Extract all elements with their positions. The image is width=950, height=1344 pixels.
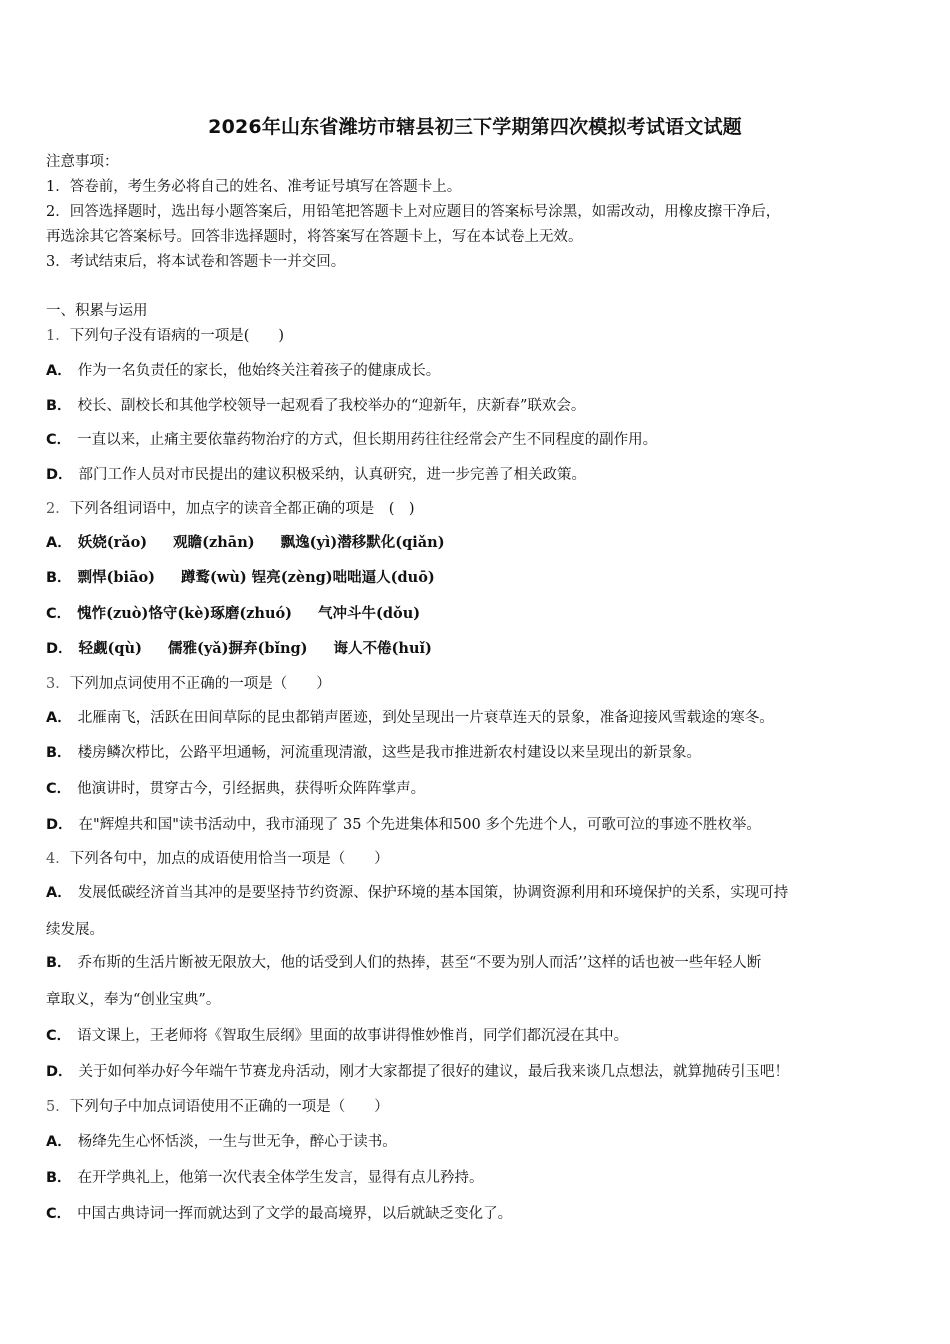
option-letter: B． — [46, 1170, 72, 1186]
option-text: 北雁南飞，活跃在田间草际的昆虫都销声匿迹，到处呈现出一片衰草连天的景象，准备迎接风雪载途的寒冬。 — [77, 710, 774, 726]
option-letter: A． — [46, 885, 72, 901]
question-4-stem — [46, 849, 906, 869]
option-text: 语文课上，王老师将《智取生辰纲》里面的故事讲得惟妙惟肖，同学们都沉浸在其中。 — [77, 1028, 629, 1044]
option-letter: C． — [46, 1028, 72, 1044]
option-text: 乔布斯的生活片断被无限放大，他的话受到人们的热捧，甚至“不要为别人而活’’这样的话也被一些年轻人断 — [77, 955, 762, 971]
option-letter: C． — [46, 1206, 72, 1222]
question-3-option-a[interactable] — [46, 708, 906, 728]
option-text: 一直以来，止痛主要依靠药物治疗的方式，但长期用药往往经常会产生不同程度的副作用。 — [77, 432, 658, 448]
word-group: 蹲鹜(wù) 锃亮(zèng)咄咄逼人(duō) — [181, 569, 435, 586]
question-number: 2． — [46, 501, 70, 517]
word-group: 轻觑(qù) — [78, 640, 142, 657]
option-letter: B． — [46, 398, 72, 414]
question-1-option-b[interactable] — [46, 396, 906, 416]
option-letter: D． — [46, 467, 73, 483]
word-group: 剽悍(biāo) — [77, 569, 155, 586]
question-number: 5． — [46, 1099, 70, 1115]
question-3-option-c[interactable] — [46, 779, 906, 799]
question-5-option-b[interactable] — [46, 1168, 906, 1188]
question-1-stem — [46, 326, 906, 346]
question-text: 下列各组词语中，加点字的读音全都正确的项是 ( ) — [69, 501, 415, 517]
question-2-option-a[interactable] — [46, 533, 906, 553]
option-letter: B． — [46, 570, 72, 586]
option-text: 发展低碳经济首当其冲的是要坚持节约资源、保护环境的基本国策，协调资源利用和环境保护的关系，实现可持 — [77, 885, 789, 901]
question-text: 下列各句中，加点的成语使用恰当一项是（ ） — [69, 851, 389, 867]
option-letter: A． — [46, 535, 72, 551]
notice-item: 2．回答选择题时，选出每小题答案后，用铅笔把答题卡上对应题目的答案标号涂黑，如需改动，用橡皮擦干净后， — [46, 204, 781, 220]
question-text: 下列句子没有语病的一项是( ) — [69, 328, 285, 344]
question-text: 下列句子中加点词语使用不正确的一项是（ ） — [69, 1099, 389, 1115]
option-text: 校长、副校长和其他学校领导一起观看了我校举办的“迎新年，庆新春”联欢会。 — [77, 398, 586, 414]
option-letter: B． — [46, 745, 72, 761]
word-group: 飘逸(yì)潜移默化(qiǎn) — [280, 534, 445, 551]
option-letter: C． — [46, 432, 72, 448]
option-text: 楼房鳞次栉比，公路平坦通畅，河流重现清澈，这些是我市推进新农村建设以来呈现出的新景象。 — [77, 745, 702, 761]
notice-item: 再选涂其它答案标号。回答非选择题时，将答案写在答题卡上，写在本试卷上无效。 — [46, 229, 583, 245]
option-letter: B． — [46, 955, 72, 971]
question-4-option-d[interactable] — [46, 1062, 906, 1082]
question-number: 1． — [46, 328, 70, 344]
question-text: 下列加点词使用不正确的一项是（ ） — [69, 676, 331, 692]
question-5-option-c[interactable] — [46, 1204, 906, 1224]
question-number: 3． — [46, 676, 70, 692]
question-3-option-b[interactable] — [46, 743, 906, 763]
option-letter: D． — [46, 641, 73, 657]
question-1-option-c[interactable] — [46, 430, 906, 450]
question-4-option-b-cont: 章取义，奉为“创业宝典”。 — [46, 992, 221, 1008]
question-2-option-c[interactable] — [46, 604, 906, 624]
word-group: 诲人不倦(huǐ) — [333, 640, 432, 657]
notice-item: 1．答卷前，考生务必将自己的姓名、准考证号填写在答题卡上。 — [46, 179, 462, 195]
question-5-option-a[interactable] — [46, 1132, 906, 1152]
option-letter: C． — [46, 781, 72, 797]
option-text: 在开学典礼上，他第一次代表全体学生发言，显得有点儿矜持。 — [77, 1170, 484, 1186]
option-letter: D． — [46, 1064, 73, 1080]
question-2-option-d[interactable] — [46, 639, 906, 659]
question-1-option-d[interactable] — [46, 465, 906, 485]
question-3-option-d[interactable] — [46, 815, 906, 835]
question-3-stem — [46, 674, 906, 694]
word-group: 观瞻(zhān) — [173, 534, 255, 551]
option-letter: C． — [46, 606, 72, 622]
word-group: 儒雅(yǎ)摒弃(bǐng) — [167, 640, 308, 657]
section-heading: 一、积累与运用 — [46, 303, 148, 319]
notice-item: 3．考试结束后，将本试卷和答题卡一并交回。 — [46, 254, 346, 270]
option-text: 作为一名负责任的家长，他始终关注着孩子的健康成长。 — [77, 363, 441, 379]
option-text: 在"辉煌共和国"读书活动中，我市涌现了 35 个先进集体和500 多个先进个人，可歌可泣的事迹不胜枚举。 — [78, 817, 761, 833]
question-4-option-c[interactable] — [46, 1026, 906, 1046]
option-letter: A． — [46, 710, 72, 726]
page-title: 2026年山东省潍坊市辖县初三下学期第四次模拟考试语文试题 — [208, 116, 742, 138]
word-group: 气冲斗牛(dǒu) — [318, 605, 421, 622]
question-4-option-b[interactable] — [46, 953, 906, 973]
option-text: 关于如何举办好今年端午节赛龙舟活动，刚才大家都提了很好的建议，最后我来谈几点想法，就算抛砖引玉吧！ — [78, 1064, 790, 1080]
option-text: 部门工作人员对市民提出的建议积极采纳，认真研究，进一步完善了相关政策。 — [78, 467, 587, 483]
option-text: 他演讲时，贯穿古今，引经据典，获得听众阵阵掌声。 — [77, 781, 426, 797]
question-number: 4． — [46, 851, 70, 867]
question-5-stem — [46, 1097, 906, 1117]
question-4-option-a[interactable] — [46, 883, 906, 903]
option-letter: A． — [46, 1134, 72, 1150]
option-text: 中国古典诗词一挥而就达到了文学的最高境界，以后就缺乏变化了。 — [77, 1206, 513, 1222]
notice-heading: 注意事项： — [46, 154, 119, 170]
question-2-stem — [46, 499, 906, 519]
option-letter: D． — [46, 817, 73, 833]
question-4-option-a-cont: 续发展。 — [46, 922, 104, 938]
word-group: 妖娆(rǎo) — [77, 534, 148, 551]
question-2-option-b[interactable] — [46, 568, 906, 588]
option-letter: A． — [46, 363, 72, 379]
word-group: 愧怍(zuò)恪守(kè)琢磨(zhuó) — [77, 605, 293, 622]
question-1-option-a[interactable] — [46, 361, 906, 381]
option-text: 杨绛先生心怀恬淡，一生与世无争，醉心于读书。 — [77, 1134, 397, 1150]
